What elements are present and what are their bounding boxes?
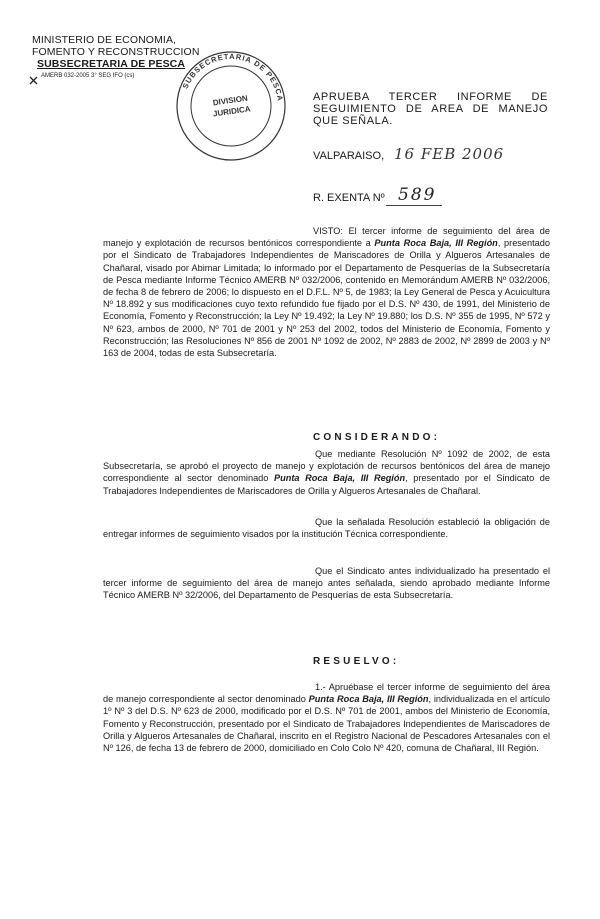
considerando-3: Que el Sindicato antes individualizado ha presentado el tercer informe de seguimiento del área de manejo antes señalada, siendo aprobado mediante Informe Técnico AMERB Nº 32/2006, del Departamento de Pesquerías de esta Subsecretaría. — [103, 566, 550, 601]
file-reference: AMERB 032-2005 3° SEG IFO (cs) — [41, 73, 135, 79]
considerando-area-name: Punta Roca Baja, III Región — [273, 473, 406, 484]
stamp-center-line2: JURIDICA — [212, 104, 252, 119]
place-label: VALPARAISO, — [313, 150, 385, 162]
considerando-2: Que la señalada Resolución estableció la obligación de entregar informes de seguimiento visados por la institución Técnica correspondiente. — [103, 517, 550, 540]
visto-area-name: Punta Roca Baja, III Región — [374, 238, 498, 249]
resolution-subject: APRUEBA TERCER INFORME DE SEGUIMIENTO DE AREA DE MANEJO QUE SEÑALA. — [313, 91, 548, 127]
resuelvo-area-name: Punta Roca Baja, III Región — [308, 694, 429, 705]
resolution-number-underline — [386, 205, 442, 206]
stamp-center-line1: DIVISION — [212, 93, 249, 108]
resolution-number: 589 — [398, 185, 437, 205]
division-juridica-stamp — [172, 47, 290, 165]
visto-paragraph: VISTO: El tercer informe de seguimiento del área de manejo y explotación de recursos bentónicos correspondiente a Punta Roca Baja, III Región, presentado por el Sindicato de Trabajadores Independientes de Mariscadores de Orilla y Algueros Artesanales de Chañaral, visado por Abimar Limitada; lo informado por el Departamento de Pesquerías de la Subsecretaría de Pesca mediante Informe Técnico AMERB Nº 032/2006, contenido en Memorándum AMERB Nº 032/2006, de fecha 8 de febrero de 2006; lo dispuesto en el D.F.L. Nº 5, de 1983; la Ley General de Pesca y Acuicultura Nº 18.892 y sus modificaciones cuyo texto refundido fue fijado por el D.S. Nº 430, de 1991, del Ministerio de Economía, Fomento y Reconstrucción; la Ley Nº 19.492; la Ley Nº 19.880; los D.S. Nº 355 de 1995, Nº 572 y Nº 623, ambos de 2000, Nº 701 de 2001 y Nº 253 del 2002, todos del Ministerio de Economía, Fomento y Reconstrucción; las Resoluciones Nº 856 de 2001 Nº 1092 de 2002, Nº 2883 de 2002, Nº 2899 de 2003 y Nº 163 de 2004, todas de esta Subsecretaría. — [103, 226, 551, 359]
ministry-name: MINISTERIO DE ECONOMIA, — [32, 34, 177, 46]
subsecretaria-name: SUBSECRETARIA DE PESCA — [37, 58, 186, 70]
resuelvo-heading: RESUELVO: — [313, 656, 400, 667]
resuelvo-article-1: 1.- Apruébase el tercer informe de seguimiento del área de manejo correspondiente al sector denominado Punta Roca Baja, III Región, individualizada en el artículo 1º Nº 3 del D.S. Nº 623 de 2000, modificado por el D.S. Nº 701 de 2001, ambos del Ministerio de Economía, Fomento y Reconstrucción, presentado por el Sindicato de Trabajadores Independientes de Mariscadores de Orilla y Algueros Artesanales de Chañaral, inscrito en el Registro Nacional de Pescadores Artesanales con el Nº 126, de fecha 13 de febrero de 2000, domiciliado en Colo Colo Nº 420, comuna de Chañaral, III Región. — [103, 682, 550, 754]
resolution-label: R. EXENTA Nº — [313, 192, 385, 204]
handwritten-date: 16 FEB 2006 — [394, 145, 505, 163]
considerando-1: Que mediante Resolución Nº 1092 de 2002, de esta Subsecretaría, se aprobó el proyecto de manejo y explotación de recursos bentónicos del área de manejo correspondiente al sector denominado Punta Roca Baja, III Región, presentado por el Sindicato de Trabajadores Independientes de Mariscadores de Orilla y Algueros Artesanales de Chañaral. — [103, 449, 550, 496]
stamp-ring-text: SUBSECRETARIA DE PESCA — [180, 51, 285, 103]
considerando-heading: CONSIDERANDO: — [313, 432, 441, 443]
x-mark-icon — [29, 72, 38, 81]
ministry-subname: FOMENTO Y RECONSTRUCCION — [32, 46, 200, 58]
